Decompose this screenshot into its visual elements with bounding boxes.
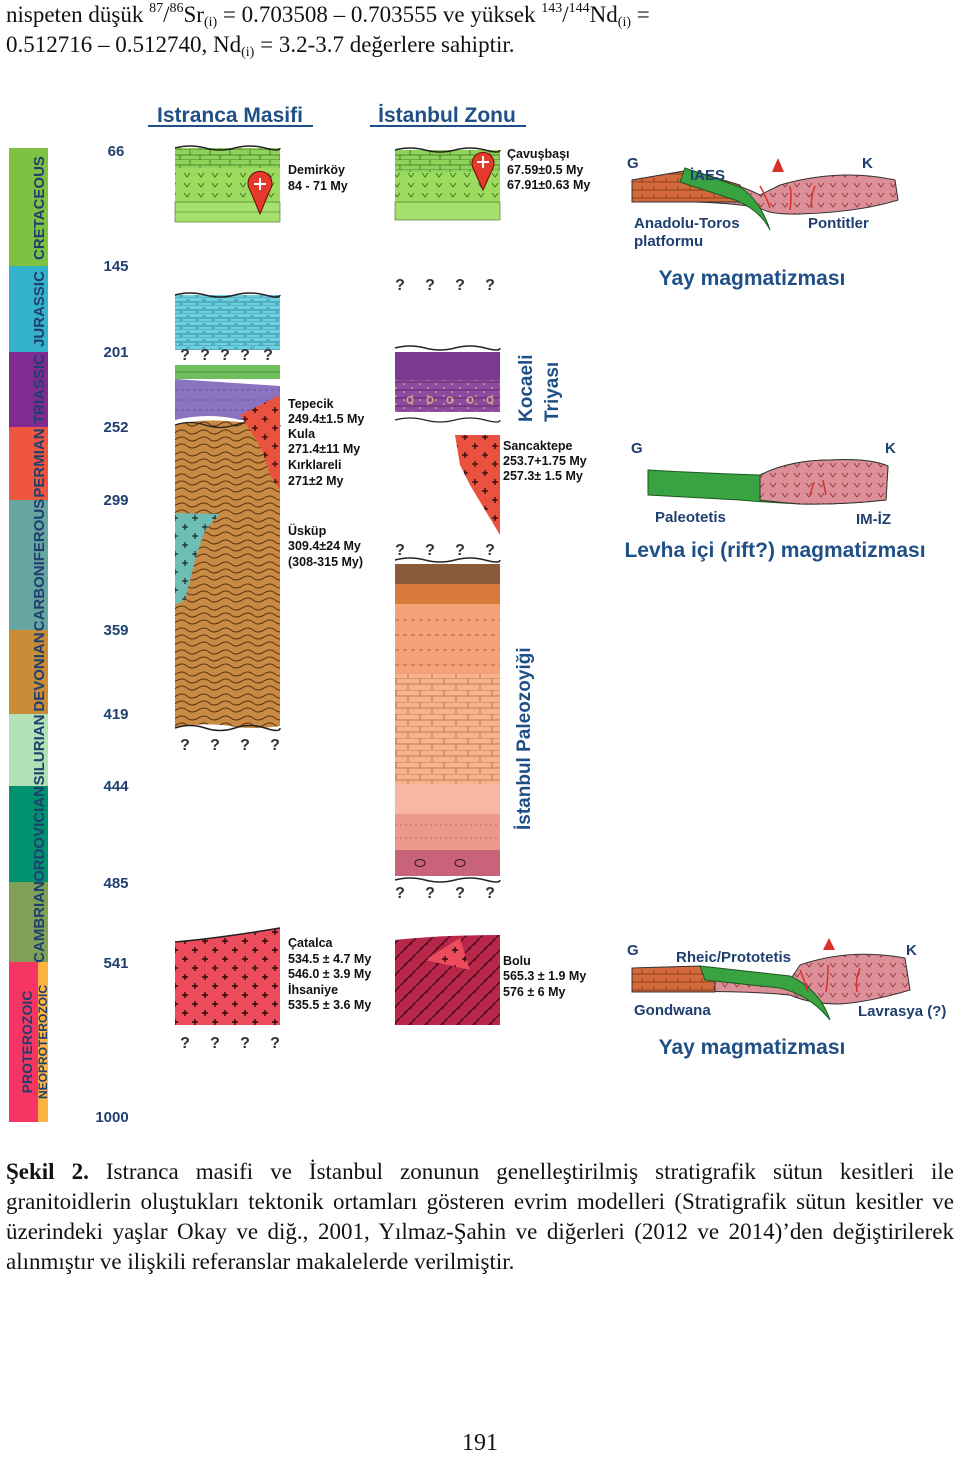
slash: /: [562, 2, 569, 27]
intro-line2: [6, 30, 954, 60]
nd-sub: (i): [617, 15, 631, 30]
age-201: 201: [103, 344, 129, 361]
panel1-iaes: İAES: [690, 167, 726, 184]
figure-caption: [6, 1157, 954, 1277]
unknown-mark: ?: [180, 1035, 190, 1052]
intro-paragraph: [6, 0, 954, 60]
label-tepecik: Tepecik: [288, 397, 334, 411]
label-cavusbasi-age2: 67.91±0.63 My: [507, 178, 591, 192]
label-sancaktepe-age2: 257.3± 1.5 My: [503, 469, 583, 483]
sr-isotope-sup2: 86: [169, 1, 184, 16]
unknown-mark: ?: [455, 885, 465, 902]
volcano-icon: [823, 938, 835, 950]
panel1-g: G: [627, 155, 639, 172]
unknown-mark: ?: [270, 737, 280, 754]
unknown-mark: ?: [240, 347, 250, 364]
panel3-left: Gondwana: [634, 1002, 711, 1019]
unknown-mark: ?: [485, 542, 495, 559]
sr-range: = 0.703508 – 0.703555 ve yüksek: [217, 2, 542, 27]
label-ihsaniye: İhsaniye: [288, 983, 339, 997]
header-istanbul: İstanbul Zonu: [378, 104, 516, 127]
header-istranca: Istranca Masifi: [157, 104, 303, 127]
panel3-k: K: [906, 942, 917, 959]
istranca-column: [175, 146, 371, 1052]
panel3-ocean: Rheic/Prototetis: [676, 949, 792, 966]
label-catalca-age1: 534.5 ± 4.7 My: [288, 952, 372, 966]
unknown-mark: ?: [263, 347, 273, 364]
age-252: 252: [103, 419, 129, 436]
unknown-mark: ?: [210, 1035, 220, 1052]
panel3-g: G: [627, 942, 639, 959]
panel1-left2: platformu: [634, 233, 704, 250]
unknown-mark: ?: [395, 277, 405, 294]
panel2-left: Paleotetis: [655, 509, 726, 526]
unknown-mark: ?: [180, 737, 190, 754]
intro-text: nispeten düşük: [6, 2, 150, 27]
panel2-title: Levha içi (rift?) magmatizması: [624, 539, 926, 562]
label-silurian: SILURIAN: [31, 714, 48, 786]
sr-sub: (i): [203, 15, 218, 30]
label-ihsaniye-age: 535.5 ± 3.6 My: [288, 998, 372, 1012]
unknown-mark: ?: [395, 885, 405, 902]
age-145: 145: [103, 258, 129, 275]
unknown-mark: ?: [425, 885, 435, 902]
unknown-mark: ?: [455, 542, 465, 559]
label-jurassic: JURASSIC: [31, 271, 48, 347]
label-kula: Kula: [288, 427, 316, 441]
stratigraphy-figure: [0, 90, 960, 1130]
unknown-mark: ?: [425, 542, 435, 559]
label-kirklareli-age: 271±2 My: [288, 474, 344, 488]
label-kirklareli: Kırklareli: [288, 458, 342, 472]
panel2-g: G: [631, 440, 643, 457]
unknown-mark: ?: [270, 1035, 280, 1052]
label-uskup-age: 309.4±24 My: [288, 539, 361, 553]
age-359: 359: [103, 622, 129, 639]
unknown-mark: ?: [200, 347, 210, 364]
age-419: 419: [103, 706, 129, 723]
unknown-mark: ?: [210, 737, 220, 754]
age-444: 444: [103, 778, 129, 795]
unknown-mark: ?: [220, 347, 230, 364]
nd-element: Nd: [589, 2, 618, 27]
panel2-k: K: [885, 440, 896, 457]
label-catalca: Çatalca: [288, 936, 333, 950]
panel3-title: Yay magmatizması: [658, 1036, 846, 1059]
label-cavusbasi-age1: 67.59±0.5 My: [507, 163, 584, 177]
tectonic-panel-1: [627, 155, 898, 290]
sr-element: Sr: [183, 2, 204, 27]
nd-eq: =: [631, 2, 650, 27]
label-kocaeli: Kocaeli: [516, 354, 537, 422]
caption-label: Şekil 2.: [6, 1159, 89, 1184]
caption-text: Istranca masifi ve İstanbul zonunun genelleştirilmiş stratigrafik sütun kesitleri ile granitoidlerin oluştukları tektonik ortamları gösteren evrim modelleri (Stratigrafik sütun kesitler ve üzerindeki yaşlar Okay ve diğ., 2001, Yılmaz-Şahin ve diğerleri (2012 ve 2014)’den değiştirilerek alınmıştır ve ilişkili referanslar makalelerde verilmiştir.: [6, 1159, 955, 1274]
panel2-right: IM-İZ: [856, 511, 891, 528]
label-devonian: DEVONIAN: [31, 632, 48, 712]
istanbul-column: [395, 147, 590, 1025]
nd-sub2: (i): [241, 45, 255, 60]
nd-range: 0.512716 – 0.512740, Nd: [6, 32, 242, 57]
label-paleozoyigi: İstanbul Paleozoyiği: [514, 647, 535, 830]
unknown-mark: ?: [240, 737, 250, 754]
unknown-mark: ?: [180, 347, 190, 364]
label-cambrian: CAMBRIAN: [31, 881, 48, 963]
panel1-title: Yay magmatizması: [658, 267, 846, 290]
age-541: 541: [103, 955, 129, 972]
sr-isotope-sup: 87: [149, 1, 164, 16]
panel1-left: Anadolu-Toros: [634, 215, 740, 232]
label-demirkoy: Demirköy: [288, 163, 345, 177]
label-carboniferous: CARBONIFEROUS: [31, 498, 48, 632]
page-number: 191: [462, 1430, 498, 1456]
label-kula-age: 271.4±11 My: [288, 442, 361, 456]
age-485: 485: [103, 875, 129, 892]
label-neoproterozoic: NEOPROTEROZOIC: [36, 984, 50, 1100]
unknown-mark: ?: [455, 277, 465, 294]
nd-values: = 3.2-3.7 değerlere sahiptir.: [254, 32, 515, 57]
slash: /: [163, 2, 170, 27]
unknown-mark: ?: [485, 885, 495, 902]
unknown-mark: ?: [395, 542, 405, 559]
unknown-mark: ?: [485, 277, 495, 294]
panel3-right: Lavrasya (?): [858, 1003, 947, 1020]
unknown-mark: ?: [240, 1035, 250, 1052]
tectonic-panel-2: [624, 440, 925, 562]
label-bolu-age2: 576 ± 6 My: [503, 985, 566, 999]
label-triassic: TRIASSIC: [31, 353, 48, 425]
age-1000: 1000: [95, 1109, 129, 1126]
label-bolu: Bolu: [503, 954, 531, 968]
age-299: 299: [103, 492, 129, 509]
label-cretaceous: CRETACEOUS: [31, 156, 48, 260]
age-66: 66: [107, 143, 125, 160]
nd-isotope-sup2: 144: [568, 1, 590, 16]
panel1-right: Pontitler: [808, 215, 869, 232]
nd-isotope-sup: 143: [541, 1, 563, 16]
label-ordovician: ORDOVICIAN: [31, 786, 48, 882]
unknown-mark: ?: [425, 277, 435, 294]
label-sancaktepe: Sancaktepe: [503, 439, 573, 453]
label-triyasi: Triyası: [542, 361, 563, 422]
label-uskup-range: (308-315 My): [288, 555, 364, 569]
label-tepecik-age: 249.4±1.5 My: [288, 412, 365, 426]
label-bolu-age1: 565.3 ± 1.9 My: [503, 969, 587, 983]
label-catalca-age2: 546.0 ± 3.9 My: [288, 967, 372, 981]
label-sancaktepe-age1: 253.7+1.75 My: [503, 454, 587, 468]
label-cavusbasi: Çavuşbaşı: [507, 147, 570, 161]
panel1-k: K: [862, 155, 873, 172]
time-scale: [9, 143, 129, 1126]
volcano-icon: [772, 158, 784, 172]
label-permian: PERMIAN: [31, 428, 48, 498]
label-uskup: Üsküp: [288, 524, 327, 538]
label-proterozoic: PROTEROZOIC: [19, 990, 35, 1094]
tectonic-panel-3: [627, 938, 946, 1059]
label-demirkoy-age: 84 - 71 My: [288, 179, 348, 193]
